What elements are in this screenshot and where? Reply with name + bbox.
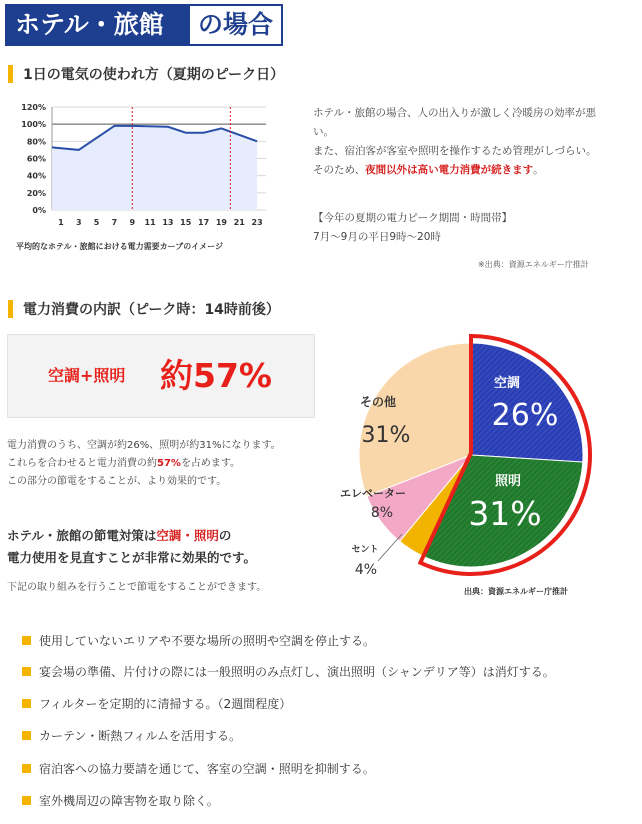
share-highlight-box (7, 334, 315, 418)
pie-label-value: 26% (491, 398, 559, 433)
power-breakdown-pie (340, 325, 632, 603)
breakdown-line-2-highlight: 57% (157, 458, 181, 469)
x-tick-label: 3 (75, 218, 82, 227)
x-tick-label: 1 (58, 218, 64, 227)
breakdown-line-2-post: を占めます。 (180, 458, 241, 469)
chart-caption: 平均的なホテル・旅館における電力需要カーブのイメージ (16, 242, 223, 251)
pie-leader-line (378, 534, 402, 561)
y-tick-label: 60% (26, 154, 46, 164)
tip-text: カーテン・断熱フィルムを活用する。 (39, 729, 241, 743)
y-tick-label: 120% (21, 103, 46, 112)
section2-heading (8, 299, 328, 321)
x-tick-label: 15 (180, 218, 192, 227)
section-marker (8, 65, 13, 83)
pie-label-value: 4% (354, 562, 378, 578)
y-axis-labels (21, 103, 46, 215)
tip-text: 宴会場の準備、片付けの際には一般照明のみ点灯し、演出照明（シャンデリア等）は消灯する。 (39, 665, 555, 679)
section2-title: 電力消費の内訳（ピーク時：14時前後） (23, 302, 280, 318)
key-message-post: の (218, 528, 232, 543)
share-value: 約57% (160, 356, 272, 395)
pie-label-name: セント (351, 545, 379, 555)
desc-p3-post: 。 (533, 164, 544, 176)
breakdown-line-3: この部分の節電をすることが、より効果的です。 (7, 476, 227, 487)
key-message-line-2: 電力使用を見直すことが非常に効果的です。 (7, 550, 257, 565)
demand-area (52, 126, 257, 210)
breakdown-line-2 (7, 455, 319, 473)
pie-label-value: 31% (361, 423, 411, 448)
banner-title: ホテル・旅館 (7, 6, 190, 44)
demand-curve-chart (14, 100, 276, 260)
pie-label-name: 空調 (493, 376, 521, 391)
bullet-square (22, 796, 31, 805)
section1-title: 1日の電気の使われ方（夏期のピーク日） (23, 67, 285, 83)
desc-p3-highlight: 夜間以外は高い電力消費が続きます (365, 164, 534, 176)
x-tick-label: 13 (162, 218, 174, 227)
y-tick-label: 80% (26, 137, 46, 147)
x-tick-label: 19 (215, 218, 227, 227)
share-label: 空調+照明 (48, 366, 126, 385)
y-tick-label: 100% (21, 120, 46, 130)
x-tick-label: 7 (111, 218, 118, 227)
key-message-highlight: 空調・照明 (156, 528, 219, 543)
x-tick-label: 9 (129, 218, 136, 227)
bullet-square (22, 667, 31, 676)
desc-p3 (313, 161, 613, 180)
peak-period-title: 【今年の夏期の電力ピーク期間・時間帯】 (313, 212, 513, 224)
breakdown-line-2-pre: これらを合わせると電力消費の約 (7, 458, 157, 469)
x-tick-label: 17 (198, 218, 210, 227)
y-tick-label: 40% (26, 171, 46, 181)
pie-label-value: 8% (370, 505, 394, 521)
x-tick-label: 11 (144, 218, 156, 227)
y-tick-label: 0% (32, 206, 46, 215)
y-tick-label: 20% (26, 188, 46, 198)
bullet-square (22, 764, 31, 773)
header-banner (5, 4, 283, 46)
x-tick-label: 21 (233, 218, 245, 227)
key-message (7, 525, 327, 569)
tip-text: 使用していないエリアや不要な場所の照明や空調を停止する。 (39, 634, 376, 648)
pie-label-name: エレベーター (340, 487, 406, 500)
breakdown-line-1: 電力消費のうち、空調が約26%、照明が約31%になります。 (7, 440, 281, 451)
desc-p1: ホテル・旅館の場合、人の出入りが激しく冷暖房の効率が悪い。 (313, 107, 596, 138)
tip-text: 室外機周辺の障害物を取り除く。 (39, 794, 219, 808)
source-note-2: 出典：資源エネルギー庁推計 (464, 587, 568, 596)
bullet-square (22, 731, 31, 740)
pie-label-name: 照明 (494, 474, 522, 489)
bullet-square (22, 699, 31, 708)
x-tick-label: 23 (251, 218, 263, 227)
peak-period-time: 7月〜9月の平日9時〜20時 (313, 231, 441, 243)
section-marker (8, 300, 13, 318)
key-message-pre: ホテル・旅館の節電対策は (7, 528, 157, 543)
tips-intro: 下記の取り組みを行うことで節電をすることができます。 (7, 582, 267, 593)
key-message-line-1 (7, 525, 327, 547)
banner-subtitle: の場合 (197, 10, 273, 39)
desc-p2: また、宿泊客が客室や照明を操作するため管理がしづらい。 (313, 145, 597, 157)
hotel-description (313, 104, 613, 180)
pie-label-value: 31% (468, 494, 542, 533)
x-axis-labels (58, 218, 263, 227)
bullet-square (22, 636, 31, 645)
pie-label-name: その他 (359, 395, 397, 409)
x-tick-label: 5 (93, 218, 100, 227)
tip-text: 宿泊客への協力要請を通じて、客室の空調・照明を抑制する。 (39, 762, 375, 776)
section1-heading (8, 64, 328, 86)
desc-p3-pre: そのため、 (313, 164, 366, 176)
tip-text: フィルターを定期的に清掃する。（2週間程度） (39, 697, 292, 711)
breakdown-description (7, 437, 319, 491)
source-note-1: ※出典：資源エネルギー庁推計 (478, 260, 589, 269)
